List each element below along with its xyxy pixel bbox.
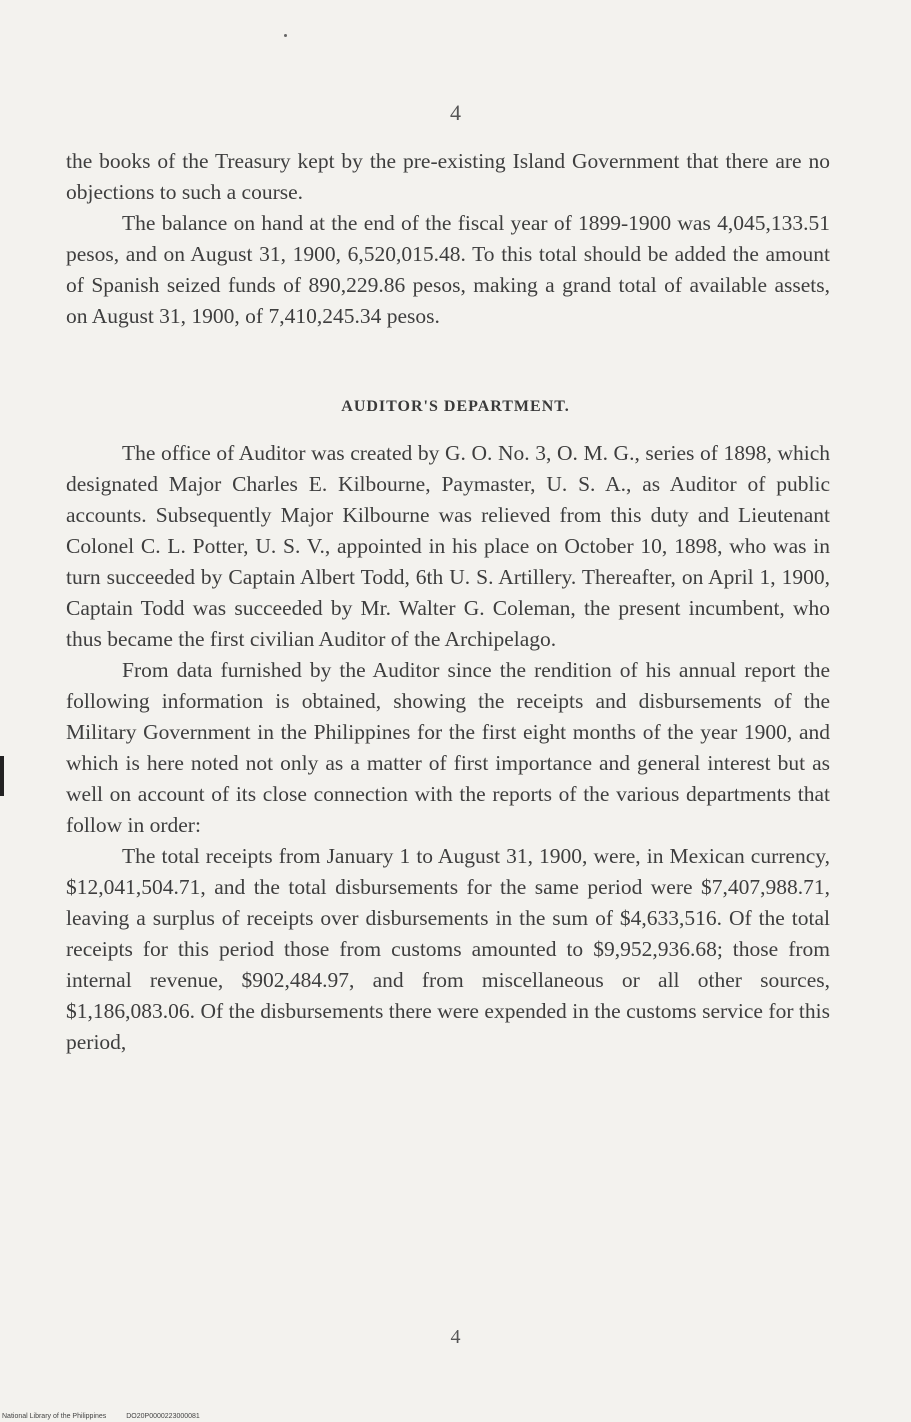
scan-speck <box>284 34 287 37</box>
scan-footer <box>2 1413 218 1420</box>
footer-id: DO20P0000223000081 <box>126 1413 200 1420</box>
paragraph: The balance on hand at the end of the fiscal year of 1899-1900 was 4,045,133.51 pesos, and on August 31, 1900, 6,520,015.48. To this total should be added the amount of Spanish seized funds of 890,229.86 pesos, making a grand total of available assets, on August 31, 1900, of 7,410,245.34 pesos. <box>66 211 830 328</box>
paragraph: the books of the Treasury kept by the pre-existing Island Government that there are no objections to such a course. <box>66 149 830 204</box>
top-text-block <box>66 146 830 332</box>
page-number-bottom: 4 <box>450 1326 461 1348</box>
paragraph: The office of Auditor was created by G. O. No. 3, O. M. G., series of 1898, which designated Major Charles E. Kilbourne, Paymaster, U. S. A., as Auditor of public accounts. Subsequently Major Kilbourne was relieved from this duty and Lieutenant Colonel C. L. Potter, U. S. V., appointed in his place on October 10, 1898, who was in turn succeeded by Captain Albert Todd, 6th U. S. Artillery. Thereafter, on April 1, 1900, Captain Todd was succeeded by Mr. Walter G. Coleman, the present incumbent, who thus became the first civilian Auditor of the Archipelago. <box>66 441 830 651</box>
paragraph: The total receipts from January 1 to August 31, 1900, were, in Mexican currency, $12,041,504.71, and the total disbursements for the same period were $7,407,988.71, leaving a surplus of receipts over disbursements in the sum of $4,633,516. Of the total receipts for this period those from customs amounted to $9,952,936.68; those from internal revenue, $902,484.97, and from miscellaneous or all other sources, $1,186,083.06. Of the disbursements there were expended in the customs service for this period, <box>66 844 830 1054</box>
scan-edge-mark <box>0 756 4 796</box>
paragraph: From data furnished by the Auditor since the rendition of his annual report the following information is obtained, showing the receipts and disbursements of the Military Government in the Philippines for the first eight months of the year 1900, and which is here noted not only as a matter of first importance and general interest but as well on account of its close connection with the reports of the various departments that follow in order: <box>66 658 830 837</box>
page-number-top: 4 <box>450 100 461 125</box>
footer-library: National Library of the Philippines <box>2 1413 107 1420</box>
body-text-block <box>66 438 830 1058</box>
section-heading: AUDITOR'S DEPARTMENT. <box>341 398 570 415</box>
